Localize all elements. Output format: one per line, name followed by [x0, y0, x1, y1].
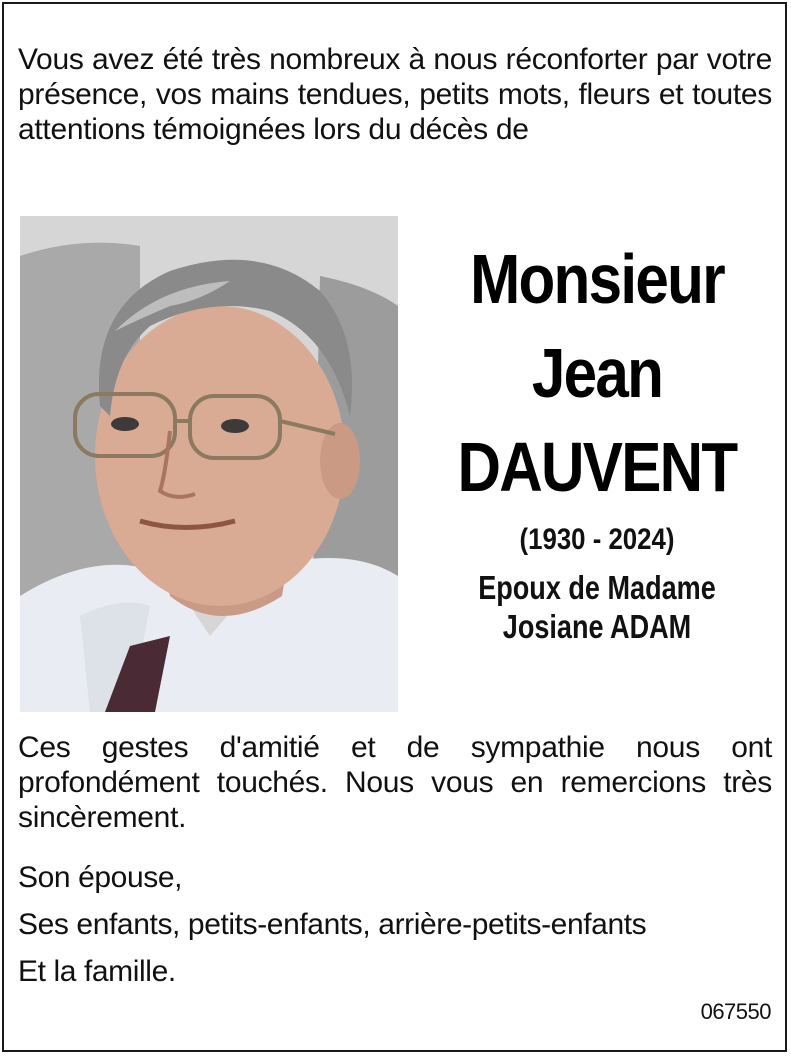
spouse-info [452, 568, 742, 646]
reference-number: 067550 [700, 999, 771, 1024]
intro-paragraph: Vous avez été très nombreux à nous réconforter par votre présence, vos mains tendues, petits mots, fleurs et toutes attentions témoignées lors du décès de [18, 43, 772, 146]
deceased-title: Monsieur [470, 240, 724, 318]
family-line: Son épouse, [18, 861, 183, 894]
family-signature [18, 854, 778, 995]
thanks-paragraph: Ces gestes d'amitié et de sympathie nous ont profondément touchés. Nous vous en remercions très sincèrement. [18, 731, 772, 834]
spouse-line-1: Epoux de Madame [478, 569, 716, 606]
deceased-name [420, 232, 774, 514]
deceased-last-name: DAUVENT [457, 428, 737, 506]
family-line: Ses enfants, petits-enfants, arrière-petits-enfants [18, 908, 647, 941]
life-years: (1930 - 2024) [519, 523, 675, 556]
deceased-first-name: Jean [531, 334, 663, 412]
family-line: Et la famille. [18, 955, 176, 988]
portrait-photo [20, 216, 398, 712]
spouse-line-2: Josiane ADAM [502, 608, 692, 645]
